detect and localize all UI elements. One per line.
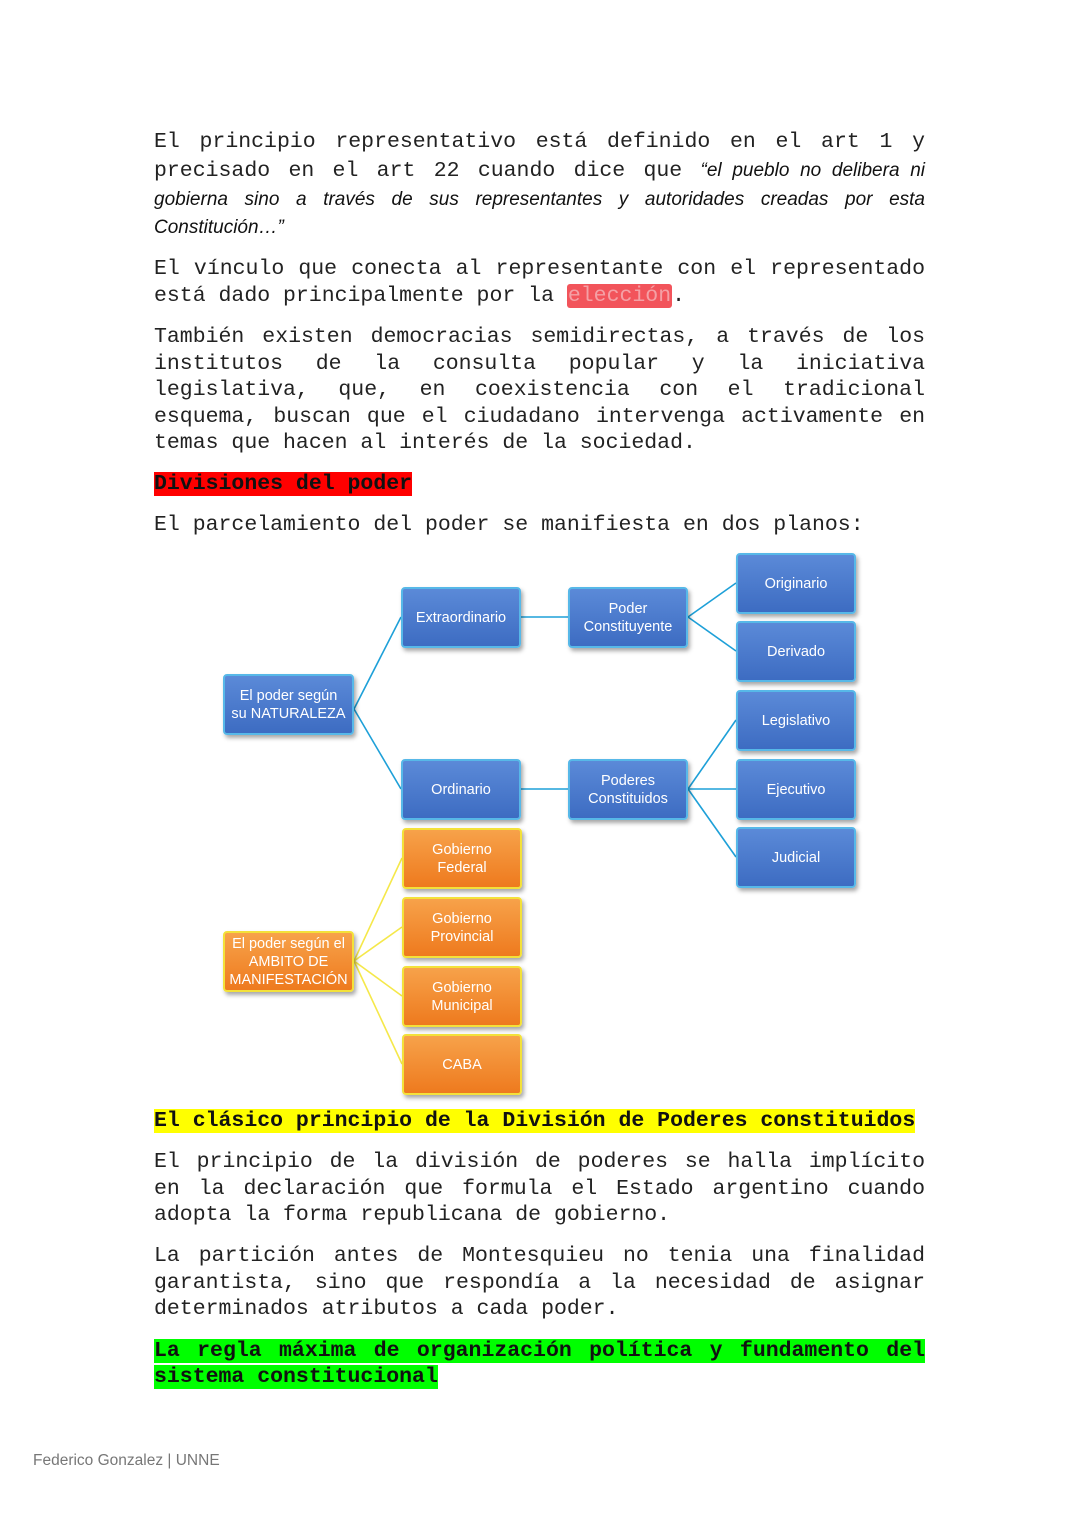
node-gobierno-municipal	[402, 966, 522, 1027]
connector-ambito-caba	[354, 961, 402, 1064]
heading-clasico-principio	[154, 1108, 915, 1134]
connector-constituyente-derivado	[688, 617, 736, 651]
connector-naturaleza-ordinario	[354, 709, 401, 789]
paragraph-text: El vínculo que conecta al representante con el representado está dado principalmente por la	[154, 257, 925, 308]
paragraph-democracias-semidirectas: También existen democracias semidirectas, a través de los institutos de la consulta popular y la iniciativa legislativa, que, en coexistencia con el tradicional esquema, buscan que el ciudadano intervenga activamente en temas que hacen al interés de la sociedad.	[154, 325, 925, 455]
paragraph-text: El principio representativo está definido en el art 1 y precisado en el art 22 cuando dice que	[154, 130, 925, 183]
node-poder-ambito	[223, 931, 354, 992]
connector-naturaleza-extraordinario	[354, 617, 401, 709]
node-label: Poderes Constituidos	[588, 772, 668, 807]
connector-constituidos-legislativo	[688, 720, 736, 789]
node-label: Gobierno Municipal	[431, 979, 493, 1014]
node-label: Judicial	[771, 849, 821, 866]
connector-ambito-federal	[354, 858, 402, 961]
node-label: CABA	[442, 1056, 482, 1073]
node-judicial	[736, 827, 856, 888]
heading-text: El clásico principio de la División de Poderes constituidos	[154, 1109, 916, 1133]
node-gobierno-federal	[402, 828, 522, 889]
paragraph-end: .	[672, 283, 685, 308]
paragraph-parcelamiento: El parcelamiento del poder se manifiesta en dos planos:	[154, 513, 864, 537]
node-label: Originario	[764, 575, 828, 592]
poder-diagram	[0, 545, 1080, 1105]
heading-divisiones-del-poder	[154, 471, 412, 497]
connector-ambito-municipal	[354, 961, 402, 996]
paragraph-division-de-poderes: El principio de la división de poderes se halla implícito en la declaración que formula el Estado argentino cuando adopta la forma republicana de gobierno.	[154, 1150, 925, 1227]
node-poderes-constituidos	[568, 759, 688, 820]
heading-text: La regla máxima de organización política y fundamento del sistema constitucional	[154, 1339, 925, 1389]
node-originario	[736, 553, 856, 614]
node-label: Gobierno Provincial	[430, 910, 494, 945]
paragraph-vinculo	[154, 256, 925, 309]
node-label: Gobierno Federal	[432, 841, 492, 876]
connector-constituyente-originario	[688, 583, 736, 617]
node-label: Ordinario	[431, 781, 491, 798]
node-label: El poder según su NATURALEZA	[231, 687, 346, 722]
node-ordinario	[401, 759, 521, 820]
node-legislativo	[736, 690, 856, 751]
highlighted-word-eleccion: elección	[567, 283, 672, 308]
node-label: Legislativo	[761, 712, 831, 729]
node-derivado	[736, 621, 856, 682]
node-label: Ejecutivo	[766, 781, 826, 798]
node-ejecutivo	[736, 759, 856, 820]
footer-author: Federico Gonzalez | UNNE	[33, 1452, 220, 1469]
heading-text: Divisiones del poder	[154, 472, 413, 496]
node-label: Derivado	[766, 643, 826, 660]
node-caba	[402, 1034, 522, 1095]
node-label: Poder Constituyente	[583, 600, 673, 635]
heading-regla-maxima	[154, 1338, 925, 1390]
node-poder-constituyente	[568, 587, 688, 648]
diagram-connectors	[0, 545, 1080, 1105]
constitution-quote: “el pueblo no delibera ni gobierna sino a través de sus representantes y autoridades creadas por esta Constitución…”	[154, 159, 925, 239]
node-extraordinario	[401, 587, 521, 648]
node-gobierno-provincial	[402, 897, 522, 958]
node-label: Extraordinario	[415, 609, 507, 626]
node-poder-naturaleza	[223, 674, 354, 735]
node-label: El poder según el AMBITO DE MANIFESTACIÓN	[229, 935, 348, 988]
paragraph-principio-representativo	[154, 128, 925, 243]
connector-constituidos-judicial	[688, 789, 736, 857]
paragraph-particion-montesquieu: La partición antes de Montesquieu no tenia una finalidad garantista, sino que respondía a la necesidad de asignar determinados atributos a cada poder.	[154, 1244, 925, 1321]
